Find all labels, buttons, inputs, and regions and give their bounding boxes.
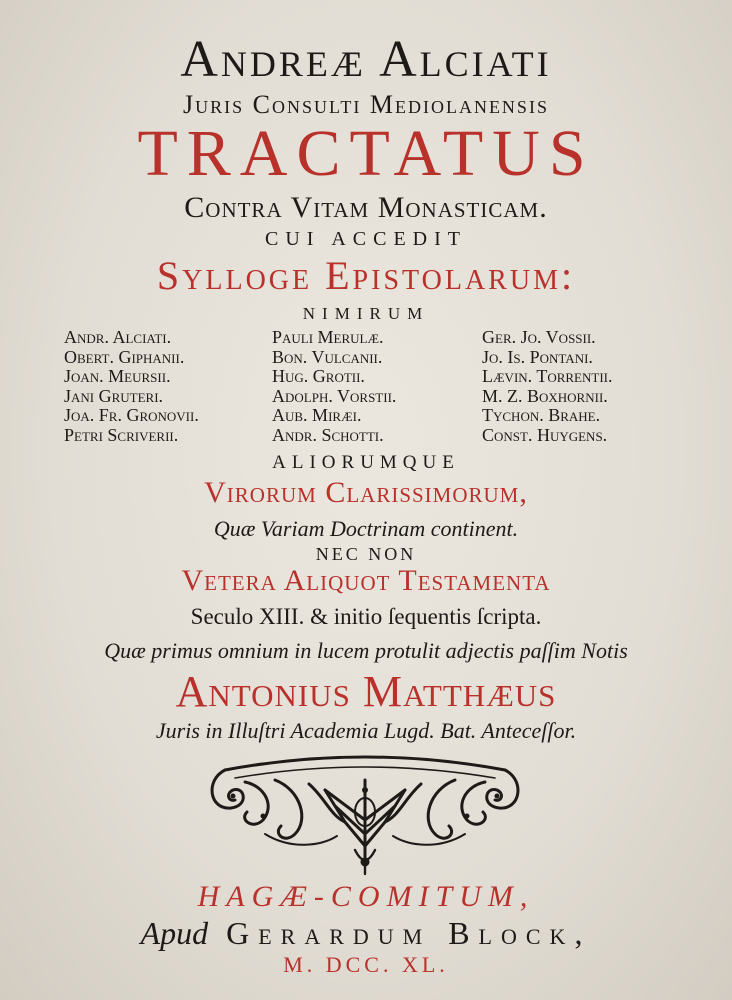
- primus-line: Quæ primus omnium in lucem protulit adjectis paſſim Notis: [104, 638, 628, 663]
- nimirum-line: NIMIRUM: [302, 304, 430, 323]
- correspondent-name: Andr. Schotti.: [272, 424, 384, 445]
- printer-name: Gerardum Block,: [226, 915, 592, 951]
- correspondent-name: Joan. Meursii.: [64, 366, 171, 386]
- correspondents-row: [64, 426, 694, 446]
- correspondents-row: [64, 367, 694, 387]
- work-title: TRACTATUS: [137, 117, 595, 190]
- seculo-line: Seculo XIII. & initio ſequentis ſcripta.: [190, 604, 542, 629]
- sylloge-title: Sylloge Epistolarum:: [156, 253, 576, 298]
- virorum-title: Virorum Clarissimorum,: [204, 476, 528, 509]
- correspondent-name: Jani Gruteri.: [64, 385, 164, 406]
- editor-description: Juris in Illuſtri Academia Lugd. Bat. Anteceſſor.: [155, 718, 577, 743]
- correspondent-name: M. Z. Boxhornii.: [482, 385, 608, 406]
- correspondent-name: Ger. Jo. Vossii.: [482, 327, 596, 347]
- correspondent-name: Pauli Merulæ.: [272, 327, 384, 347]
- apud-label: Apud: [140, 915, 209, 951]
- nec-non-line: NEC NON: [315, 544, 417, 564]
- imprint-place: HAGÆ-COMITUM,: [197, 880, 535, 913]
- vetera-title: Vetera Aliquot Testamenta: [181, 564, 551, 597]
- correspondent-name: Andr. Alciati.: [64, 327, 172, 347]
- author-description: Juris Consulti Mediolanensis: [183, 90, 549, 119]
- imprint-date: M. DCC. XL.: [283, 952, 449, 977]
- correspondent-name: Tychon. Brahe.: [482, 405, 601, 425]
- correspondent-name: Joa. Fr. Gronovii.: [64, 405, 199, 425]
- correspondent-name: Lævin. Torrentii.: [482, 366, 613, 386]
- printers-ornament-icon: [205, 750, 525, 878]
- correspondent-name: Petri Scriverii.: [64, 424, 179, 445]
- correspondents-row: [64, 387, 694, 407]
- correspondents-row: [64, 348, 694, 368]
- quae-variam-line: Quæ Variam Doctrinam continent.: [213, 516, 519, 541]
- correspondent-name: Bon. Vulcanii.: [272, 346, 383, 367]
- correspondent-name: Jo. Is. Pontani.: [482, 346, 593, 367]
- correspondents-row: [64, 328, 694, 348]
- correspondent-name: Const. Huygens.: [482, 424, 608, 445]
- work-subtitle: Contra Vitam Monasticam.: [184, 191, 548, 224]
- correspondent-name: Obert. Giphanii.: [64, 346, 185, 367]
- cui-accedit-line: CUI ACCEDIT: [265, 228, 467, 250]
- correspondents-list: [64, 328, 694, 445]
- correspondent-name: Adolph. Vorstii.: [272, 385, 397, 406]
- aliorumque-line: ALIORUMQUE: [272, 452, 460, 473]
- correspondent-name: Aub. Miræi.: [272, 405, 362, 425]
- correspondents-row: [64, 406, 694, 426]
- correspondent-name: Hug. Grotii.: [272, 366, 365, 386]
- editor-name: Antonius Matthæus: [175, 667, 557, 716]
- author-name: Andreæ Alciati: [180, 31, 552, 88]
- imprint-printer-line: [0, 915, 732, 952]
